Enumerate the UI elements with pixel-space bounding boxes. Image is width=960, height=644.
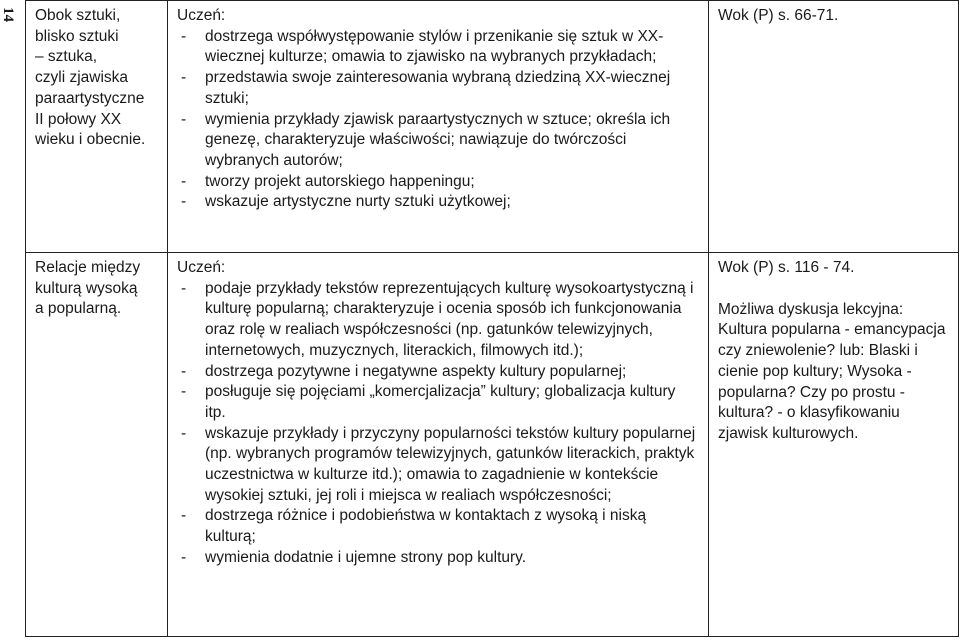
textbook-reference: Wok (P) s. 66-71. xyxy=(718,7,839,24)
topic-cell xyxy=(26,253,168,637)
outcome-text: tworzy projekt autorskiego happeningu; xyxy=(205,172,475,190)
list-item: - dostrzega pozytywne i negatywne aspekty kultury popularnej; xyxy=(181,362,627,380)
topic-line: wieku i obecnie. xyxy=(35,131,146,149)
curriculum-table xyxy=(25,0,959,637)
topic-line: kulturą wysoką xyxy=(35,279,138,297)
discussion-note: Możliwa dyskusja lekcyjna: Kultura popularna - emancypacja czy zniewolenie? lub: Blaski i cienie pop kultury; Wysoka - popularna? Czy po prostu - kultura? - o klasyfikowaniu zjawisk kulturowych. xyxy=(718,300,946,442)
outcome-text: wskazuje przykłady i przyczyny popularności tekstów kultury popularnej (np. wybranych programów telewizyjnych, gatunków literackich, praktyk uczestnictwa w kulturze itd.); omawia to zagadnienie w kontekście wysokiej sztuki, jej roli i miejsca w realiach współczesności; xyxy=(205,424,696,504)
student-label: Uczeń: xyxy=(177,7,226,24)
outcomes-cell xyxy=(168,253,709,637)
textbook-reference: Wok (P) s. 116 - 74. xyxy=(718,259,855,276)
student-label: Uczeń: xyxy=(177,259,226,276)
topic-line: paraartystyczne xyxy=(35,89,145,107)
topic-line: blisko sztuki xyxy=(35,27,119,45)
list-item: - tworzy projekt autorskiego happeningu; xyxy=(181,172,475,190)
outcome-text: dostrzega pozytywne i negatywne aspekty kultury popularnej; xyxy=(205,362,627,380)
notes-cell xyxy=(709,253,959,637)
outcome-text: dostrzega różnice i podobieństwa w kontaktach z wysoką i niską kulturą; xyxy=(205,507,647,546)
topic-line: II połowy XX xyxy=(35,110,122,128)
notes-cell xyxy=(709,1,959,253)
outcomes-cell xyxy=(168,1,709,253)
list-item: - przedstawia swoje zainteresowania wybraną dziedziną XX-wiecznej sztuki; xyxy=(181,69,671,107)
page-number xyxy=(0,4,14,24)
outcome-text: wymienia dodatnie i ujemne strony pop kultury. xyxy=(205,548,527,566)
list-item: - wymienia przykłady zjawisk paraartystycznych w sztuce; określa ich genezę, charakteryzuje właściwości; nawiązuje do twórczości wybranych autorów; xyxy=(181,110,671,169)
list-item: - wskazuje przykłady i przyczyny popularności tekstów kultury popularnej (np. wybranych programów telewizyjnych, gatunków literackich, praktyk uczestnictwa w kulturze itd.); omawia to zagadnienie w kontekście wysokiej sztuki, jej roli i miejsca w realiach współczesności; xyxy=(181,424,696,504)
page-number-text: 14 xyxy=(0,6,16,22)
table-row xyxy=(26,253,959,637)
list-item: - dostrzega współwystępowanie stylów i przenikanie się sztuk w XX-wiecznej kulturze; omawia to zjawisko na wybranych przykładach; xyxy=(181,27,664,66)
outcome-text: dostrzega współwystępowanie stylów i przenikanie się sztuk w XX-wiecznej kulturze; omawia to zjawisko na wybranych przykładach; xyxy=(205,27,664,66)
outcomes-list xyxy=(177,279,700,569)
list-item: - dostrzega różnice i podobieństwa w kontaktach z wysoką i niską kulturą; xyxy=(181,507,647,546)
outcome-text: podaje przykłady tekstów reprezentujących kulturę wysokoartystyczną i kulturę popularną; charakteryzuje i ocenia sposób ich funkcjonowania oraz rolę w realiach współczesności (np. gatunków telewizyjnych, internetowych, muzycznych, literackich, filmowych itd.); xyxy=(205,279,694,359)
list-item: - podaje przykłady tekstów reprezentujących kulturę wysokoartystyczną i kulturę popularną; charakteryzuje i ocenia sposób ich funkcjonowania oraz rolę w realiach współczesności (np. gatunków telewizyjnych, internetowych, muzycznych, literackich, filmowych itd.); xyxy=(181,279,694,359)
topic-cell xyxy=(26,1,168,253)
topic-line: czyli zjawiska xyxy=(35,69,129,87)
topic-line: – sztuka, xyxy=(35,48,98,66)
list-item: - wymienia dodatnie i ujemne strony pop kultury. xyxy=(181,548,527,566)
outcome-text: posługuje się pojęciami „komercjalizacja” kultury; globalizacja kultury itp. xyxy=(205,383,676,421)
outcome-text: przedstawia swoje zainteresowania wybraną dziedziną XX-wiecznej sztuki; xyxy=(205,69,671,107)
topic-line: a popularną. xyxy=(35,300,122,318)
list-item: - posługuje się pojęciami „komercjalizacja” kultury; globalizacja kultury itp. xyxy=(181,383,676,421)
topic-line: Relacje między xyxy=(35,259,141,276)
outcome-text: wymienia przykłady zjawisk paraartystycznych w sztuce; określa ich genezę, charakteryzuje właściwości; nawiązuje do twórczości wybranych autorów; xyxy=(205,110,671,169)
outcome-text: wskazuje artystyczne nurty sztuki użytkowej; xyxy=(205,193,511,211)
topic-line: Obok sztuki, xyxy=(35,7,121,24)
outcomes-list xyxy=(177,27,700,213)
table-row xyxy=(26,1,959,253)
list-item: - wskazuje artystyczne nurty sztuki użytkowej; xyxy=(181,193,511,211)
